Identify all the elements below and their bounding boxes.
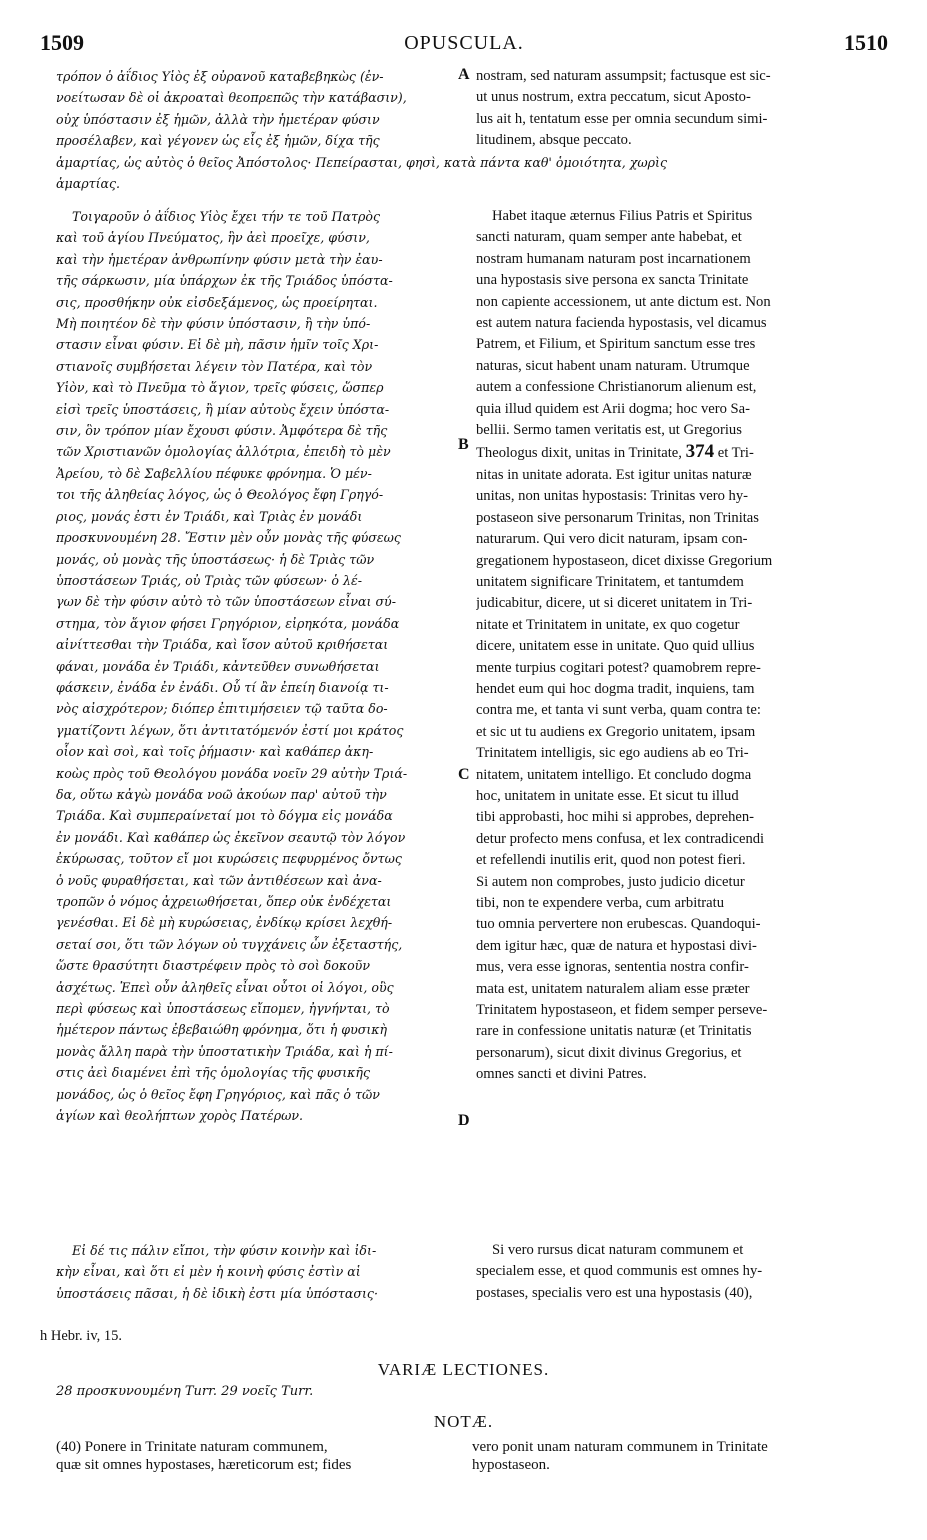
greek-line: καὶ τὴν ἡμετέραν ἀνθρωπίνην φύσιν μετὰ τὴν ἐαυ-: [56, 251, 383, 267]
latin-line: nitatem, unitatem intelligo. Et concludo dogma: [476, 766, 752, 783]
latin-line: lus ait h, tentatum esse per omnia secundum simi-: [476, 110, 768, 127]
latin-line: contra me, et tanta vi sunt verba, quam contra te:: [476, 702, 761, 719]
greek-line: τῆς σάρκωσιν, μία ὑπάρχων ἐκ τῆς Τριάδος ὑπόστα-: [56, 273, 393, 289]
latin-line: nitas in unitate adorata. Est igitur unitas naturæ: [476, 466, 752, 483]
page-number-right: 1510: [844, 30, 888, 55]
greek-line: μονὰς ἄλλη παρὰ τὴν ὑποστατικὴν Τριάδα, καὶ ἡ πί-: [56, 1043, 393, 1059]
note-line: quæ sit omnes hypostases, hæreticorum est; fides: [56, 1457, 352, 1473]
greek-line: τρόπον ὁ ἀΐδιος Υἱὸς ἐξ οὐρανοῦ καταβεβηκὼς (ἐν-: [56, 69, 384, 84]
greek-line: Τριάδα. Καὶ συμπεραίνεταί μοι τὸ δόγμα εἰς μονάδα: [56, 808, 393, 824]
latin-line-text: et Tri-: [714, 445, 754, 462]
latin-line: Si vero rursus dicat naturam communem et: [492, 1242, 744, 1258]
variae-lectiones-text: 28 προσκυνουμένη Turr. 29 νοεῖς Turr.: [56, 1384, 314, 1399]
latin-line: Si autem non comprobes, justo judicio dicetur: [476, 873, 745, 890]
latin-line: naturarum. Qui vero dicit naturam, ipsam con-: [476, 531, 748, 548]
page-header: [40, 30, 888, 60]
greek-full-line: ἁμαρτίας, ὡς αὐτὸς ὁ θεῖος Ἀπόστολος· Πεπείρασται, φησὶ, κατὰ πάντα καθ' ὁμοιότητα, χωρὶς: [56, 155, 668, 170]
greek-line: περὶ φύσεως καὶ ὑποστάσεως εἴπομεν, ἠγνήνται, τὸ: [56, 1001, 390, 1017]
greek-line: τροπῶν ὁ νόμος ἀχρειωθήσεται, ὅπερ οὐκ ἐνδέχεται: [56, 894, 392, 909]
latin-line: judicabitur, dicere, ut si diceret unitatem in Tri-: [476, 595, 753, 612]
running-title: OPUSCULA.: [404, 32, 524, 54]
greek-top-block: [56, 66, 454, 152]
greek-line: ὑποστάσεων Τριάς, οὐ Τριὰς τῶν φύσεων· ὁ λέ-: [56, 572, 362, 588]
latin-main-column: [476, 206, 890, 1086]
greek-line: φάσκειν, ἐνάδα ἐν ἐνάδι. Οὗ τί ἂν ἐπείη διανοίᾳ τι-: [56, 679, 389, 695]
greek-line: τοι τῆς ἀληθείας λόγος, ὡς ὁ Θεολόγος ἔφη Γρηγό-: [56, 487, 384, 503]
greek-line: ὁ νοῦς φυραθήσεται, καὶ τῶν ἀντιθέσεων καὶ ἀνα-: [56, 872, 382, 888]
greek-line: προσκυνουμένη 28. Ἔστιν μὲν οὖν μονὰς τῆς φύσεως: [56, 530, 401, 546]
latin-final-block: [476, 1240, 890, 1304]
greek-line: σις, προσθήκην οὐκ εἰσδεξάμενος, ὡς προείρηται.: [56, 294, 378, 310]
greek-line: εἰσὶ τρεῖς ὑποστάσεις, ἢ μίαν αὐτοὺς ἔχειν ὑπόστα-: [56, 401, 390, 417]
latin-line: una hypostasis sive persona ex sancta Trinitate: [476, 272, 749, 289]
latin-line: litudinem, absque peccato.: [476, 132, 632, 149]
margin-marker-a: A: [458, 66, 470, 83]
latin-line-text: Theologus dixit, unitas in Trinitate,: [476, 445, 686, 462]
variae-lectiones-title: VARIÆ LECTIONES.: [377, 1360, 550, 1379]
greek-line: ὥστε θρασύτητι διαστρέφειν πρὸς τὸ σοὶ δοκοῦν: [56, 958, 370, 974]
greek-line: οὐχ ὑπόστασιν ἐξ ἡμῶν, ἀλλὰ τὴν ἡμετέραν φύσιν: [56, 111, 380, 127]
latin-line: [476, 441, 890, 464]
greek-line: στασιν εἶναι φύσιν. Εἰ δὲ μὴ, πᾶσιν ἡμῖν τοῖς Χρι-: [56, 337, 379, 353]
greek-line: Ἀρείου, τὸ δὲ Σαβελλίου πέφυκε φρόνημα. Ὁ μέν-: [56, 465, 372, 481]
greek-line: στις ἀεὶ διαμένει ἐπὶ τῆς ὁμολογίας τῆς φυσικῆς: [56, 1065, 371, 1081]
greek-line: στημα, τὸν ἅγιον φήσει Γρηγόριον, εἰρηκότα, μονάδα: [56, 615, 400, 631]
latin-line: postaseon sive personarum Trinitas, non Trinitas: [476, 509, 759, 526]
latin-line: nitate et Trinitatem in unitate, ex quo cogetur: [476, 616, 740, 633]
latin-line: Patrem, et Filium, et Spiritum sanctum esse tres: [476, 336, 756, 353]
greek-line: νὸς αἰσχρότερον; διόπερ ἐπιτιμήσειεν τῷ ταῦτα δο-: [56, 701, 388, 717]
greek-line: νοείτωσαν δὲ οἱ ἀκροαταὶ θεοπρεπῶς τὴν κατάβασιν),: [56, 90, 407, 106]
greek-line: φάναι, μονάδα ἐν Τριάδι, κἀντεῦθεν συνωθήσεται: [56, 658, 380, 674]
notae-left-column: [56, 1438, 456, 1474]
latin-line: et refellendi inutilis erit, quod non potest fieri.: [476, 852, 746, 869]
greek-line: γματίζοντι λέγων, ὅτι ἀντιτατόμενόν ἐστί μοι κράτος: [56, 722, 404, 738]
greek-main-column: [56, 206, 454, 1126]
greek-line: ἐκύρωσας, τοῦτον εἴ μοι κυρώσεις πεφυρμένος ὄντως: [56, 851, 402, 867]
latin-line: specialem esse, et quod communis est omnes hy-: [476, 1263, 763, 1280]
latin-line: tibi approbasti, hoc mihi si approbes, deprehen-: [476, 809, 755, 826]
greek-line: Μὴ ποιητέον δὲ τὴν φύσιν ὑπόστασιν, ἢ τὴν ὑπό-: [56, 316, 371, 332]
latin-line: autem a confessione Christianorum alienum est,: [476, 379, 757, 396]
latin-line: non capiente accessionem, ut ante dictum est. Non: [476, 293, 771, 310]
greek-line: τῶν Χριστιανῶν ὁμολογίας ἀλλότρια, ἐπειδὴ τὸ μὲν: [56, 444, 391, 460]
greek-full-width-block: [56, 152, 890, 195]
latin-line: dem igitur hæc, quæ de natura et hypostasi divi-: [476, 937, 757, 954]
note-line: (40) Ponere in Trinitate naturam communem,: [56, 1439, 328, 1455]
latin-line: unitas, non unitas hypostasis: Trinitas vero hy-: [476, 488, 749, 505]
greek-line: ὑποστάσεις πᾶσαι, ἡ δὲ ἰδικὴ ἐστι μία ὑπόστασις·: [56, 1285, 378, 1301]
latin-line: mente turpius cogitari potest? quamobrem repre-: [476, 659, 761, 676]
greek-line: ἡμέτερον πάντως ἐβεβαιώθη φρόνημα, ὅτι ἡ φυσικὴ: [56, 1022, 388, 1038]
latin-line: dicere, unitatem esse in unitate. Quo quid ullius: [476, 638, 755, 655]
latin-line: hoc, unitatem in unitate esse. Et sicut tu illud: [476, 787, 739, 804]
greek-line: αἰνίττεσθαι τὴν Τριάδα, καὶ ἴσον αὐτοῦ κριθήσεται: [56, 637, 389, 653]
greek-line: προσέλαβεν, καὶ γέγονεν ὡς εἷς ἐξ ἡμῶν, δίχα τῆς: [56, 133, 380, 149]
latin-line: bellii. Sermo tamen veritatis est, ut Gregorius: [476, 422, 742, 439]
latin-line: nostram, sed naturam assumpsit; factusque est sic-: [476, 68, 771, 84]
latin-line: omnes sancti et divini Patres.: [476, 1066, 647, 1083]
greek-line: γενέσθαι. Εἰ δὲ μὴ κυρώσειας, ἐνδίκῳ κρίσει λεχθή-: [56, 915, 393, 931]
greek-line: ἀσχέτως. Ἐπεὶ οὖν ἀληθεῖς εἶναι οὗτοι οἱ λόγοι, οὓς: [56, 979, 394, 995]
greek-line: στιανοῖς συμβήσεται λέγειν τὸν Πατέρα, καὶ τὸν: [56, 358, 373, 374]
margin-marker-c: C: [458, 766, 470, 783]
greek-line: δα, οὕτω κἀγὼ μονάδα νοῶ ἀκούων παρ' αὐτοῦ τὴν: [56, 786, 387, 802]
latin-line: ut unus nostrum, extra peccatum, sicut Aposto-: [476, 89, 751, 106]
greek-line: Εἰ δέ τις πάλιν εἴποι, τὴν φύσιν κοινὴν καὶ ἰδι-: [72, 1243, 377, 1258]
greek-final-block: [56, 1240, 454, 1304]
latin-line: Habet itaque æternus Filius Patris et Spiritus: [492, 208, 753, 224]
footnote: h Hebr. iv, 15.: [40, 1328, 123, 1344]
latin-line: tibi, non te expendere verba, cum arbitratu: [476, 895, 724, 911]
greek-line: μονάς, οὐ μονὰς τῆς ὑποστάσεως· ἡ δὲ Τριὰς τῶν: [56, 551, 375, 567]
latin-line: mus, vera esse ignoras, sententia nostra confir-: [476, 959, 749, 976]
column-number: 374: [685, 441, 715, 463]
greek-line: ἐν μονάδι. Καὶ καθάπερ ὡς ἐκεῖνον σεαυτῷ τὸν λόγον: [56, 829, 406, 845]
latin-line: Trinitatem hypostaseon, et fidem semper perseve-: [476, 1002, 768, 1019]
greek-line: ριος, μονάς ἐστι ἐν Τριάδι, καὶ Τριὰς ἐν μονάδι: [56, 508, 363, 524]
greek-line: ἁμαρτίας.: [56, 176, 121, 192]
margin-marker-b: B: [458, 436, 469, 453]
notae-title: NOTÆ.: [433, 1412, 494, 1431]
latin-line: mata est, unitatem naturalem aliam esse præter: [476, 980, 750, 997]
latin-line: Trinitatem intelligis, sic ego audiens ab eo Tri-: [476, 745, 749, 762]
margin-marker-d: D: [458, 1112, 470, 1129]
latin-line: rare in confessione unitatis naturæ (et Trinitatis: [476, 1023, 752, 1040]
note-line: hypostaseon.: [472, 1457, 550, 1473]
notae-right-column: [472, 1438, 892, 1474]
greek-line: σεταί σοι, ὅτι τῶν λόγων οὐ τυγχάνεις ὧν ἐξεταστής,: [56, 936, 403, 952]
latin-line: sancti naturam, quam semper ante habebat, et: [476, 229, 742, 246]
greek-line: κοὼς πρὸς τοῦ Θεολόγου μονάδα νοεῖν 29 αὐτὴν Τριά-: [56, 765, 408, 781]
latin-line: unitatem significare Trinitatem, et tantumdem: [476, 573, 744, 590]
greek-line: κὴν εἶναι, καὶ ὅτι εἰ μὲν ἡ κοινὴ φύσις ἐστὶν αἱ: [56, 1264, 361, 1280]
latin-line: tuo omnia pervertere non erubescas. Quandoqui-: [476, 916, 761, 933]
greek-line: οἷον καὶ σοὶ, καὶ τοῖς ῥήμασιν· καὶ καθάπερ ἀκη-: [56, 744, 374, 760]
latin-line: personarum), sicut dixit divinus Gregorius, et: [476, 1044, 742, 1061]
latin-line: hendet eum qui hoc dogma tradit, inquiens, tam: [476, 680, 755, 697]
latin-line: et sic ut tu audiens ex Gregorio unitatem, ipsam: [476, 723, 756, 740]
greek-line: Τοιγαροῦν ὁ ἀΐδιος Υἱὸς ἔχει τήν τε τοῦ Πατρὸς: [72, 209, 381, 224]
page-number-left: 1509: [40, 30, 84, 55]
latin-line: detur profecto mens confusa, et lex contradicendi: [476, 830, 765, 847]
latin-line: est autem natura facienda hypostasis, vel dicamus: [476, 315, 767, 332]
greek-line: σιν, ὃν τρόπον μίαν ἔχουσι φύσιν. Ἀμφότερα δὲ τῆς: [56, 423, 388, 439]
note-line: vero ponit unam naturam communem in Trinitate: [472, 1439, 768, 1455]
greek-line: γων δὲ τὴν φύσιν αὐτὸ τὸ τῶν ὑποστάσεων εἶναι σύ-: [56, 594, 396, 610]
greek-line: ἁγίων καὶ θεολήπτων χορὸς Πατέρων.: [56, 1108, 304, 1124]
latin-line: nostram humanam naturam post incarnationem: [476, 250, 751, 267]
latin-line: postases, specialis vero est una hypostasis (40),: [476, 1284, 753, 1301]
latin-top-block: [476, 66, 890, 152]
greek-line: καὶ τοῦ ἁγίου Πνεύματος, ἣν ἀεὶ προεῖχε, φύσιν,: [56, 230, 370, 246]
latin-line: gregationem hypostaseon, dicet dixisse Gregorium: [476, 552, 773, 569]
greek-line: Υἱὸν, καὶ τὸ Πνεῦμα τὸ ἅγιον, τρεῖς φύσεις, ὥσπερ: [56, 380, 384, 396]
latin-line: naturas, sicut habent unam naturam. Utrumque: [476, 357, 750, 374]
greek-line: μονάδος, ὡς ὁ θεῖος ἔφη Γρηγόριος, καὶ πᾶς ὁ τῶν: [56, 1086, 380, 1102]
latin-line: quia illud quidem est Arii dogma; hoc vero Sa-: [476, 400, 750, 417]
